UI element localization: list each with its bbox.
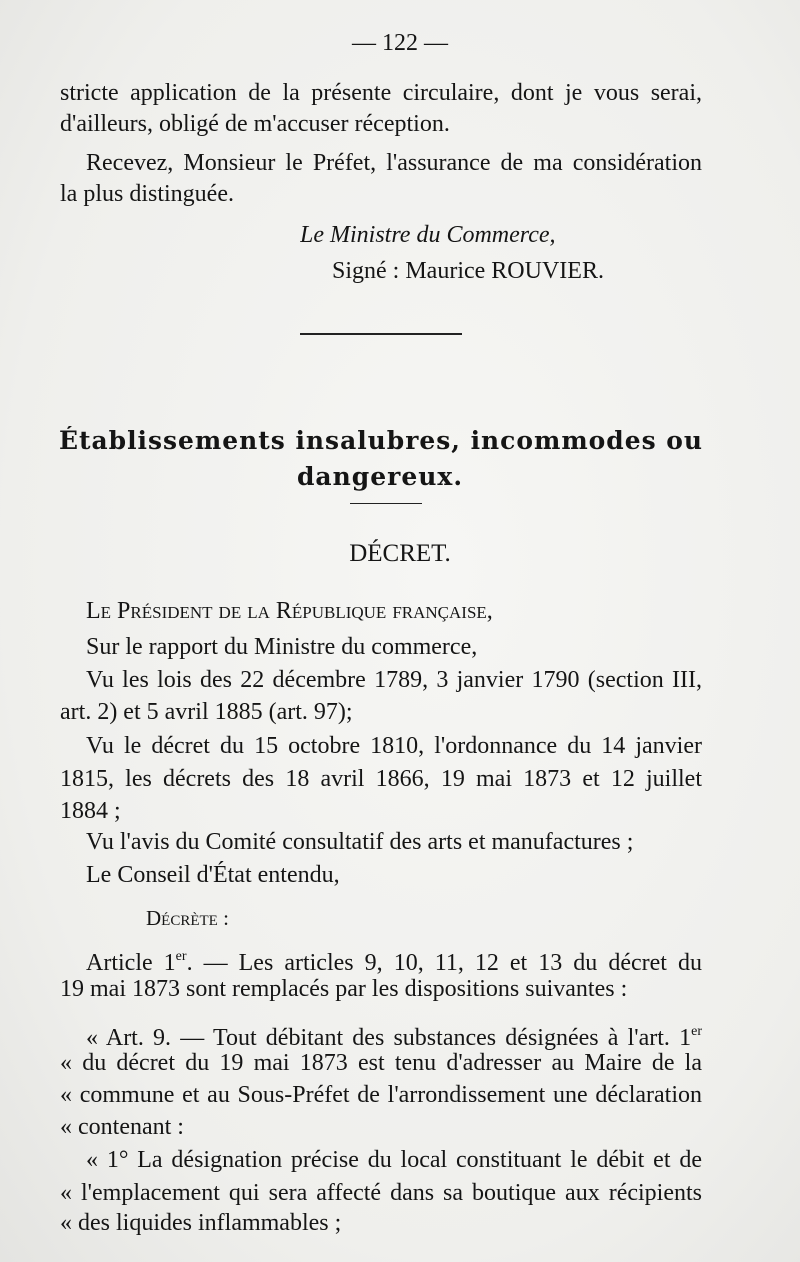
decree-line: « l'emplacement qui sera affecté dans sa boutique aux récipients bbox=[60, 1180, 702, 1206]
decree-line: « du décret du 19 mai 1873 est tenu d'adresser au Maire de la bbox=[60, 1050, 702, 1076]
paragraph-line: la plus distinguée. bbox=[60, 181, 234, 207]
signature-title: Le Ministre du Commerce, bbox=[300, 222, 556, 248]
signature-name: Signé : Maurice ROUVIER. bbox=[332, 258, 604, 284]
page-number: — 122 — bbox=[352, 30, 448, 56]
article-number: Article 1 bbox=[86, 950, 176, 976]
decree-line: 1815, les décrets des 18 avril 1866, 19 mai 1873 et 12 juillet bbox=[60, 766, 702, 792]
decree-line: Vu l'avis du Comité consultatif des arts et manufactures ; bbox=[86, 829, 634, 855]
article-text: . — Les articles 9, 10, 11, 12 et 13 du décret du bbox=[186, 950, 702, 976]
decrete-label: Décrète : bbox=[146, 906, 229, 930]
separator-rule bbox=[300, 333, 462, 335]
decree-line: Vu les lois des 22 décembre 1789, 3 janvier 1790 (section III, bbox=[86, 667, 702, 693]
decree-line: Le Conseil d'État entendu, bbox=[86, 862, 340, 888]
decree-line: « contenant : bbox=[60, 1114, 184, 1140]
paragraph-line: stricte application de la présente circulaire, dont je vous serai, bbox=[60, 80, 702, 106]
decree-title: DÉCRET. bbox=[349, 540, 451, 567]
article-text: « Art. 9. — Tout débitant des substances désignées à l'art. 1 bbox=[86, 1025, 692, 1051]
decree-line: 19 mai 1873 sont remplacés par les dispositions suivantes : bbox=[60, 976, 628, 1002]
section-heading: dangereux. bbox=[296, 462, 464, 491]
paragraph-line: d'ailleurs, obligé de m'accuser réception. bbox=[60, 111, 450, 137]
decree-line: Vu le décret du 15 octobre 1810, l'ordonnance du 14 janvier bbox=[86, 733, 702, 759]
decree-line: « des liquides inflammables ; bbox=[60, 1210, 342, 1236]
decree-line: « commune et au Sous-Préfet de l'arrondissement une déclaration bbox=[60, 1082, 702, 1108]
decree-president: Le Président de la République française, bbox=[86, 598, 493, 624]
separator-rule bbox=[350, 503, 422, 504]
decree-line: Sur le rapport du Ministre du commerce, bbox=[86, 634, 478, 660]
paragraph-line: Recevez, Monsieur le Préfet, l'assurance de ma considération bbox=[86, 150, 702, 176]
article-superscript: er bbox=[175, 949, 187, 964]
decree-line: 1884 ; bbox=[60, 798, 121, 824]
decree-line: « 1° La désignation précise du local constituant le débit et de bbox=[86, 1147, 702, 1173]
article-superscript: er bbox=[691, 1024, 702, 1039]
decree-line: art. 2) et 5 avril 1885 (art. 97); bbox=[60, 699, 353, 725]
section-heading: Établissements insalubres, incommodes ou bbox=[59, 426, 704, 455]
